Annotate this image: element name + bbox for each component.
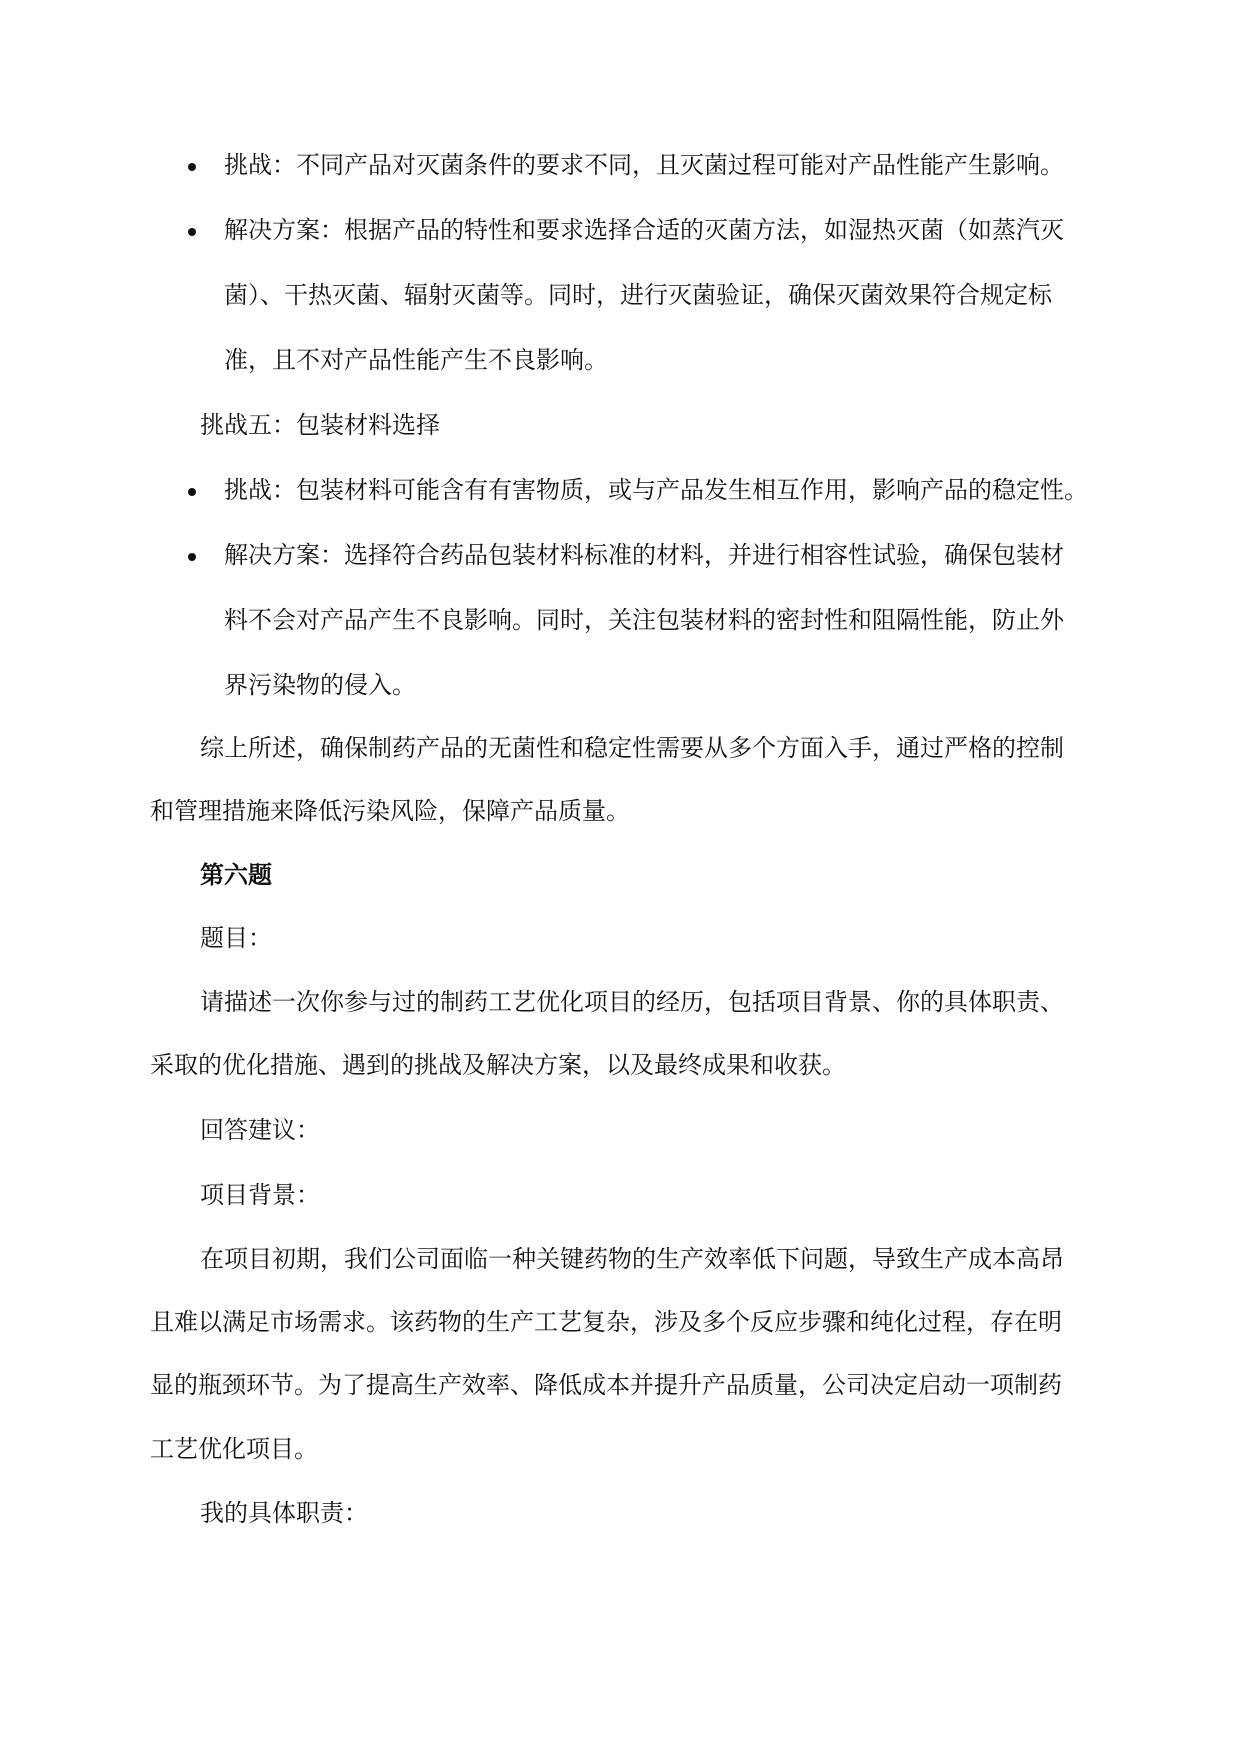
bullet-marker <box>188 228 196 236</box>
bullet-solution-packaging-line2: 料不会对产品产生不良影响。同时，关注包装材料的密封性和阻隔性能，防止外 <box>224 606 1064 634</box>
summary-line1: 综上所述，确保制药产品的无菌性和稳定性需要从多个方面入手，通过严格的控制 <box>200 734 1064 762</box>
question-label: 题目： <box>200 924 272 952</box>
bullet-marker <box>188 488 196 496</box>
answer-suggestion-label: 回答建议： <box>200 1116 320 1144</box>
bullet-solution-sterilization-line2: 菌）、干热灭菌、辐射灭菌等。同时，进行灭菌验证，确保灭菌效果符合规定标 <box>224 281 1052 309</box>
background-line4: 工艺优化项目。 <box>150 1435 318 1463</box>
summary-line2: 和管理措施来降低污染风险，保障产品质量。 <box>150 797 630 825</box>
background-line2: 且难以满足市场需求。该药物的生产工艺复杂，涉及多个反应步骤和纯化过程，存在明 <box>150 1308 1062 1336</box>
duties-label: 我的具体职责： <box>200 1499 368 1527</box>
bullet-solution-sterilization-line3: 准，且不对产品性能产生不良影响。 <box>224 346 608 374</box>
challenge-five-heading: 挑战五：包装材料选择 <box>200 411 440 439</box>
bullet-challenge-packaging: 挑战：包装材料可能含有有害物质，或与产品发生相互作用，影响产品的稳定性。 <box>224 476 1088 504</box>
bullet-challenge-sterilization: 挑战：不同产品对灭菌条件的要求不同，且灭菌过程可能对产品性能产生影响。 <box>224 151 1064 179</box>
bullet-solution-sterilization-line1: 解决方案：根据产品的特性和要求选择合适的灭菌方法，如湿热灭菌（如蒸汽灭 <box>224 216 1064 244</box>
question-line2: 采取的优化措施、遇到的挑战及解决方案，以及最终成果和收获。 <box>150 1051 846 1079</box>
background-line3: 显的瓶颈环节。为了提高生产效率、降低成本并提升产品质量，公司决定启动一项制药 <box>150 1371 1062 1399</box>
background-line1: 在项目初期，我们公司面临一种关键药物的生产效率低下问题，导致生产成本高昂 <box>200 1245 1064 1273</box>
bullet-marker <box>188 553 196 561</box>
bullet-solution-packaging-line1: 解决方案：选择符合药品包装材料标准的材料，并进行相容性试验，确保包装材 <box>224 541 1064 569</box>
question-six-title: 第六题 <box>200 860 272 889</box>
bullet-marker <box>188 163 196 171</box>
question-line1: 请描述一次你参与过的制药工艺优化项目的经历，包括项目背景、你的具体职责、 <box>200 988 1064 1016</box>
bullet-solution-packaging-line3: 界污染物的侵入。 <box>224 671 416 699</box>
project-background-label: 项目背景： <box>200 1181 320 1209</box>
